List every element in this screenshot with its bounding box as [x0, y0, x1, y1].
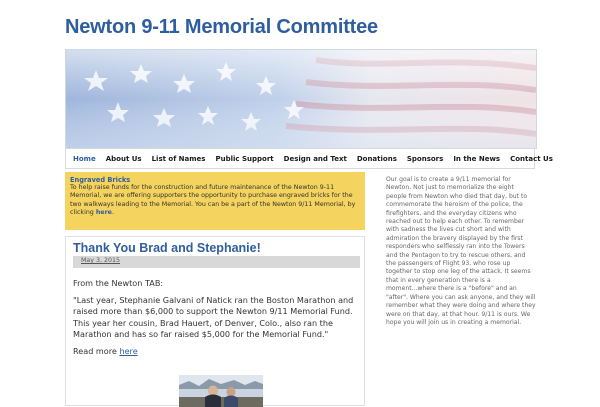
nav-home[interactable]: Home [73, 154, 96, 163]
post-date[interactable]: May 3, 2015 [81, 257, 121, 264]
post-title[interactable]: Thank You Brad and Stephanie! [73, 241, 261, 255]
post-meta-bar [73, 256, 360, 268]
sidebar-mission-text: Our goal is to create a 9/11 memorial for Newton. Not just to memorialize the eight people from Newton who died that day, but to commemorate the heroism of the police, the firefighters, and the everyday citizens who reached out to help each other. To remember with sadness the lives cut short and with admiration the bravery displayed by the first responders who selflessly ran into the Towers and the Pentagon to try to rescue others, and the passengers of Flight 93, who rose up together to stop one leg of the attack. It seems that in every generation there is a moment...where there is a "before" and an "after". Where you can ask anyone, and they will remember what they were doing and where they were on that day, at that hour. 9/11 is ours. We hope you will join us in creating a memorial. [386, 176, 536, 326]
post-paragraph: "Last year, Stephanie Galvani of Natick ran the Boston Marathon and raised more than $6,000 to support the Newton 9/11 Memorial Fund. This year her cousin, Brad Hauert, of Denver, Colo., also ran the Marathon and has so far raised $5,000 for the Memorial Fund." [73, 294, 354, 340]
notice-text: To help raise funds for the construction and future maintenance of the Newton 9-11 Memorial, we are offering supporters the opportunity to purchase engraved bricks for the two walkways leading to the Memorial. You can be a part of the Newton 9/11 Memorial, by clicking [70, 184, 356, 216]
site-title[interactable]: Newton 9-11 Memorial Committee [65, 16, 378, 38]
notice-period: . [111, 208, 114, 216]
nav-public-support[interactable]: Public Support [215, 154, 274, 163]
header-banner-image [65, 49, 537, 149]
nav-list-of-names[interactable]: List of Names [151, 154, 206, 163]
flag-banner-graphic [66, 50, 536, 148]
read-more [73, 346, 361, 358]
read-more-link[interactable]: here [119, 345, 138, 356]
nav-donations[interactable]: Donations [356, 154, 397, 163]
main-nav [65, 148, 553, 169]
nav-sponsors[interactable]: Sponsors [406, 154, 444, 163]
read-more-prefix: Read more [73, 345, 120, 356]
post-body [73, 278, 361, 358]
nav-contact-us[interactable]: Contact Us [510, 154, 553, 163]
post-photo [179, 375, 263, 407]
notice-title: Engraved Bricks [70, 176, 131, 184]
engraved-bricks-notice [65, 172, 365, 230]
blog-post [65, 236, 365, 406]
post-paragraph: From the Newton TAB: [73, 278, 164, 288]
nav-in-the-news[interactable]: In the News [453, 154, 501, 163]
photo-graphic [179, 375, 263, 407]
notice-here-link[interactable]: here [95, 208, 112, 216]
nav-design-and-text[interactable]: Design and Text [283, 154, 347, 163]
nav-about-us[interactable]: About Us [105, 154, 142, 163]
